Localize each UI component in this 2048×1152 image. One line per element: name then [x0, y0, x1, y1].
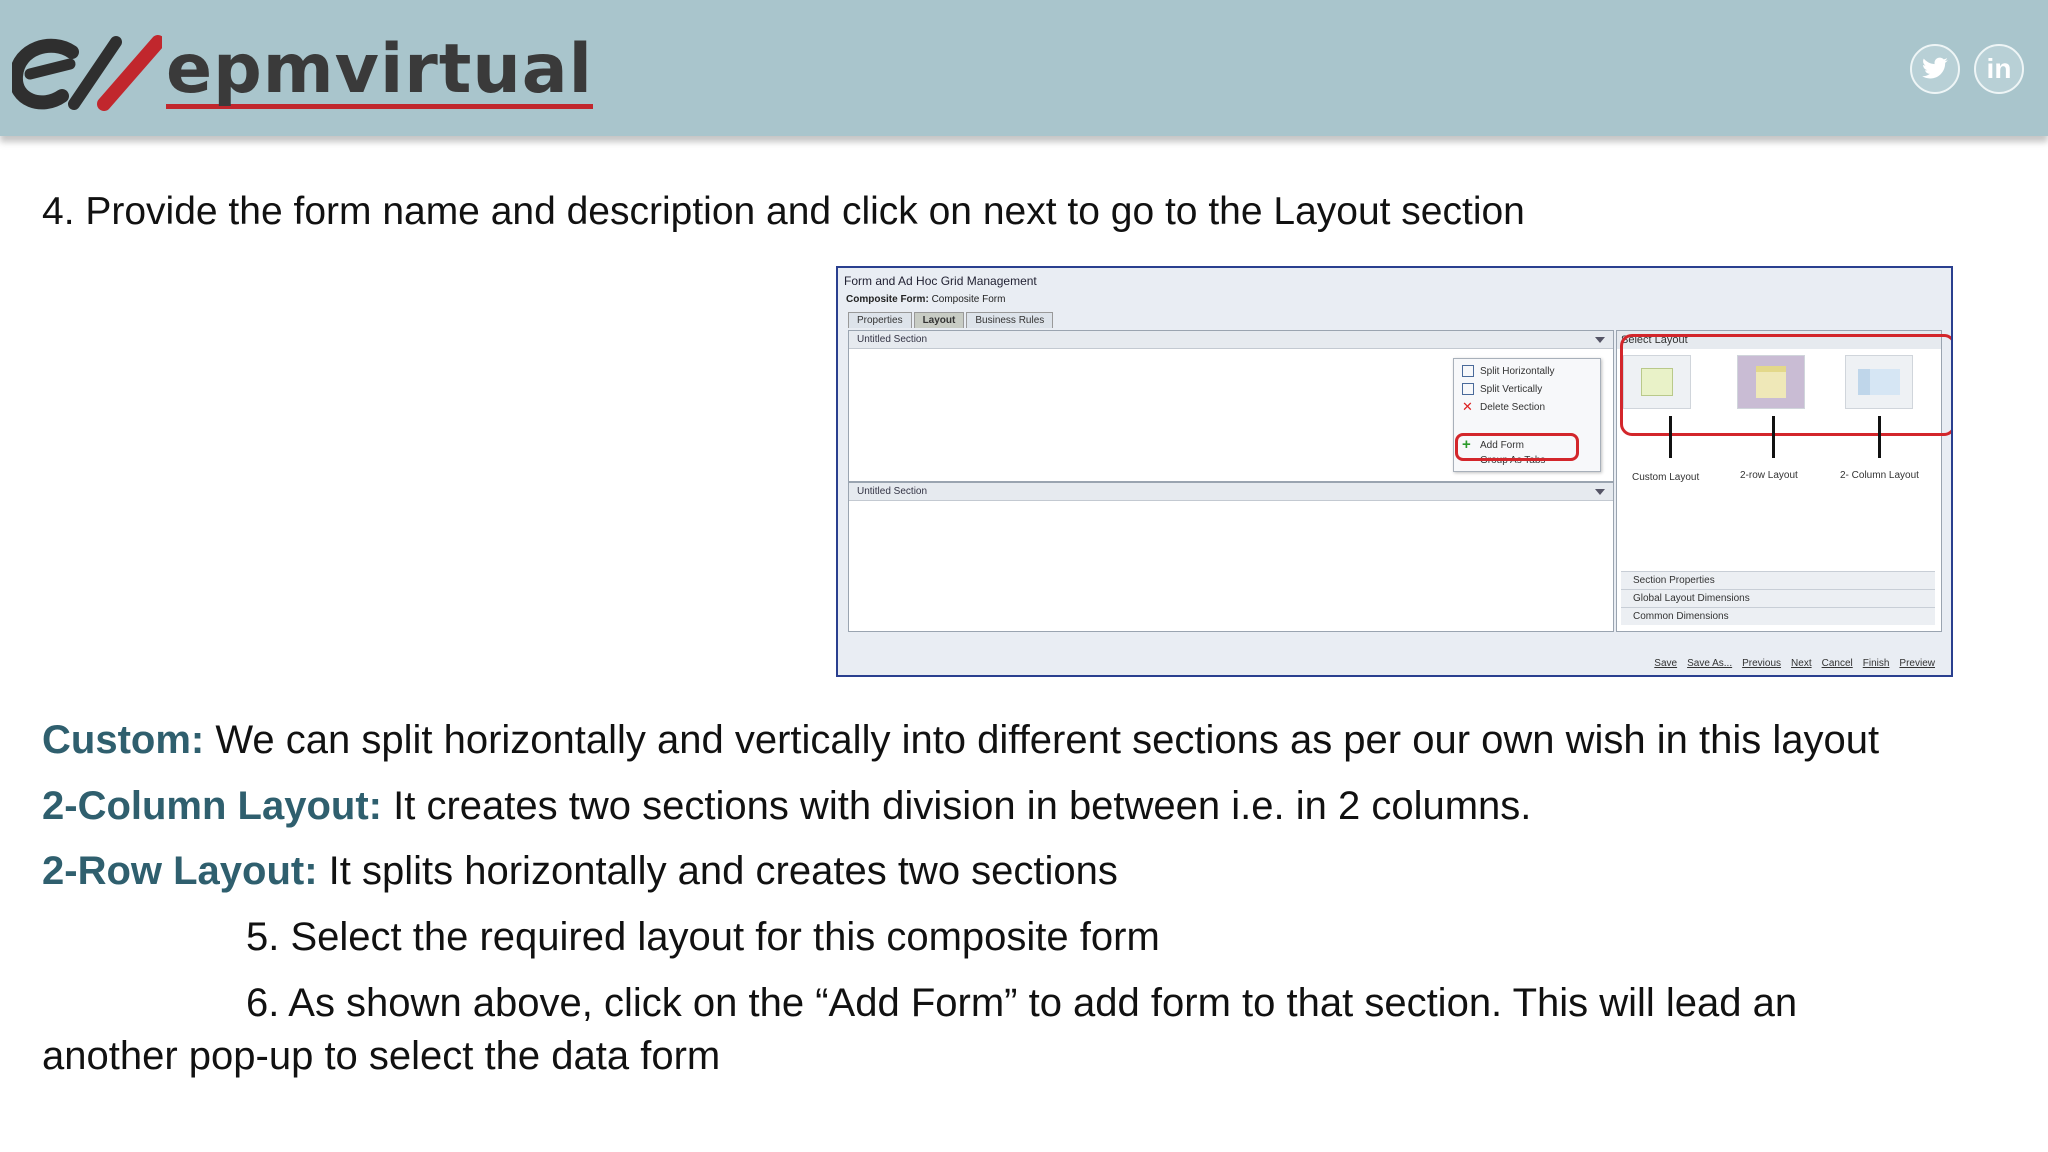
- definition-two-row: [42, 849, 1118, 894]
- section-header: Untitled Section: [849, 331, 1613, 349]
- tab-properties[interactable]: Properties: [848, 312, 912, 328]
- social-links: [1894, 44, 2024, 94]
- save-as-button[interactable]: Save As...: [1687, 658, 1733, 669]
- definition-term: 2-Column Layout:: [42, 784, 382, 828]
- linkedin-icon[interactable]: in: [1974, 44, 2024, 94]
- definition-term: Custom:: [42, 718, 205, 762]
- definition-two-column: [42, 784, 1531, 829]
- header-bar: [0, 0, 2048, 136]
- epmvirtual-logo[interactable]: [12, 28, 593, 118]
- composite-form-screenshot: [836, 266, 1953, 677]
- two-row-layout-label: 2-row Layout: [1740, 470, 1798, 481]
- accordion-common-dimensions[interactable]: Common Dimensions: [1621, 607, 1935, 625]
- split-horizontal-icon: [1462, 365, 1474, 377]
- add-form-highlight: [1455, 433, 1579, 461]
- select-layout-header: Select Layout: [1617, 331, 1941, 349]
- screenshot-title: Form and Ad Hoc Grid Management: [844, 274, 1037, 288]
- logo-mark-icon: [12, 30, 162, 116]
- twitter-bird-icon: [1921, 57, 1949, 81]
- menu-item-add-form[interactable]: + Add Form: [1462, 436, 1524, 453]
- screenshot-button-row: [1644, 658, 1935, 669]
- accordion-section-properties[interactable]: Section Properties: [1621, 571, 1935, 589]
- accordion-global-layout-dimensions[interactable]: Global Layout Dimensions: [1621, 589, 1935, 607]
- section-context-menu: [1453, 358, 1601, 472]
- untitled-section-bottom[interactable]: [848, 482, 1614, 632]
- pointer-line: [1772, 416, 1775, 458]
- definition-term: 2-Row Layout:: [42, 849, 318, 893]
- twitter-icon[interactable]: [1910, 44, 1960, 94]
- cancel-button[interactable]: Cancel: [1821, 658, 1853, 669]
- two-column-layout-label: 2- Column Layout: [1840, 470, 1919, 481]
- composite-form-label: Composite Form: Composite Form: [846, 294, 1006, 305]
- pointer-line: [1669, 416, 1672, 458]
- next-button[interactable]: Next: [1791, 658, 1812, 669]
- delete-icon: ✕: [1462, 399, 1473, 414]
- tab-business-rules[interactable]: Business Rules: [966, 312, 1053, 328]
- definition-text: We can split horizontally and vertically into different sections as per our own wish in this layout: [204, 718, 1880, 762]
- save-button[interactable]: Save: [1654, 658, 1678, 669]
- section-dropdown-icon[interactable]: [1595, 337, 1605, 343]
- menu-item-split-vertically[interactable]: Split Vertically: [1462, 383, 1542, 395]
- menu-item-split-horizontally[interactable]: Split Horizontally: [1462, 365, 1554, 377]
- add-icon: +: [1462, 436, 1471, 453]
- definition-text: It creates two sections with division in between i.e. in 2 columns.: [381, 784, 1532, 828]
- finish-button[interactable]: Finish: [1862, 658, 1890, 669]
- split-vertical-icon: [1462, 383, 1474, 395]
- custom-layout-label: Custom Layout: [1632, 472, 1700, 483]
- logo-text: epmvirtual: [166, 29, 593, 109]
- step-4-text: 4. Provide the form name and description and click on next to go to the Layout section: [42, 190, 1525, 233]
- screenshot-tabs: [848, 312, 1055, 328]
- preview-button[interactable]: Preview: [1899, 658, 1935, 669]
- menu-item-delete-section[interactable]: ✕ Delete Section: [1462, 399, 1546, 414]
- step-6-text-line1: 6. As shown above, click on the “Add Form” to add form to that section. This will lead an: [246, 981, 1798, 1025]
- section-header: Untitled Section: [849, 483, 1613, 501]
- definition-text: It splits horizontally and creates two sections: [317, 849, 1118, 893]
- menu-item-group-as-tabs[interactable]: Group As Tabs: [1480, 455, 1546, 466]
- step-6-text-line2: another pop-up to select the data form: [42, 1034, 721, 1078]
- section-dropdown-icon[interactable]: [1595, 489, 1605, 495]
- pointer-line: [1878, 416, 1881, 458]
- tab-layout[interactable]: Layout: [914, 312, 965, 328]
- definition-custom: [42, 718, 1879, 763]
- step-5-text: 5. Select the required layout for this composite form: [246, 915, 1160, 959]
- previous-button[interactable]: Previous: [1742, 658, 1782, 669]
